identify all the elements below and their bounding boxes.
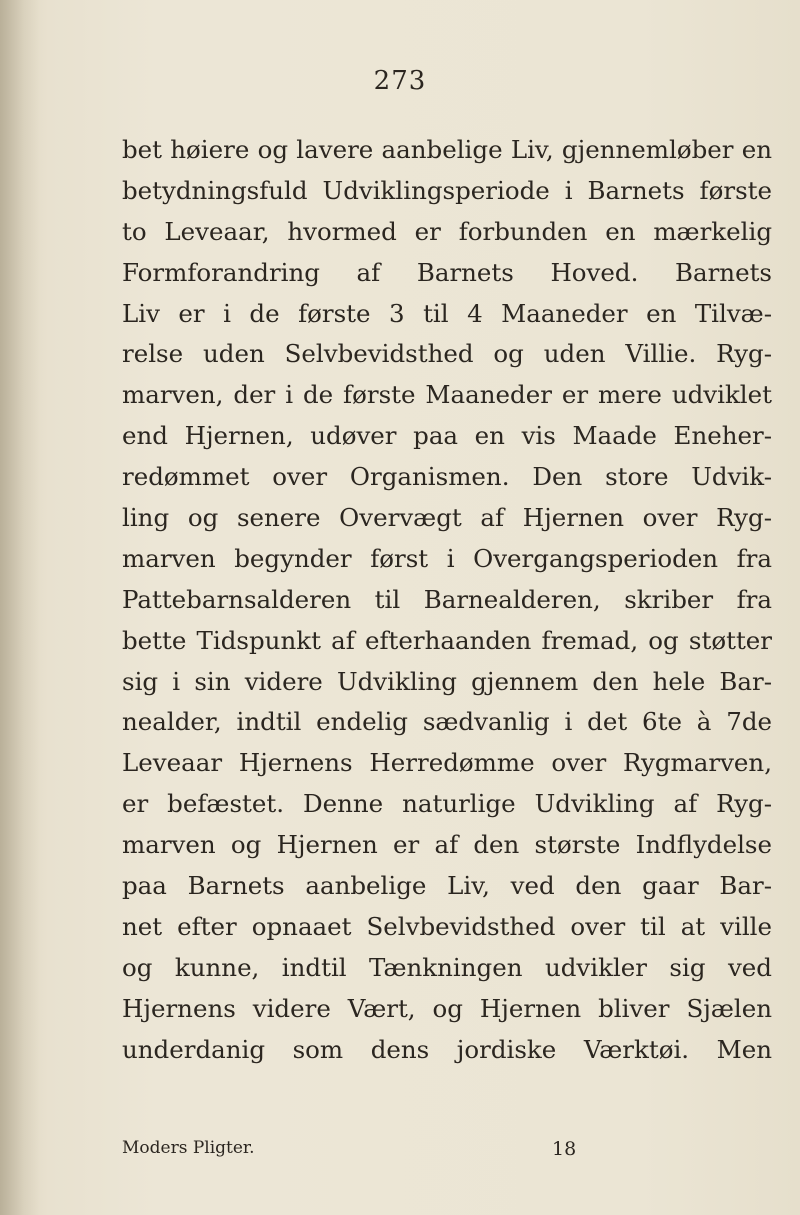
page-number: 273: [373, 66, 427, 96]
text-line: Pattebarnsalderen til Barnealderen, skriber fra: [122, 584, 772, 614]
text-line: paa Barnets aanbelige Liv, ved den gaar Bar-: [122, 871, 772, 901]
text-line: bette Tidspunkt af efterhaanden fremad, og støtter: [122, 625, 772, 655]
body-text: [122, 130, 772, 1070]
text-line: nealder, indtil endelig sædvanlig i det 6te à 7de: [122, 707, 772, 737]
text-line: bet høiere og lavere aanbelige Liv, gjennemløber en: [122, 135, 772, 164]
text-line: marven, der i de første Maaneder er mere udviklet: [122, 380, 772, 410]
text-line: Leveaar Hjernens Herredømme over Rygmarven,: [122, 748, 772, 778]
text-line: redømmet over Organismen. Den store Udvik-: [122, 462, 772, 492]
text-line: net efter opnaaet Selvbevidsthed over til at ville: [122, 911, 772, 941]
text-line: Hjernens videre Vært, og Hjernen bliver Sjælen: [122, 993, 772, 1023]
text-line: sig i sin videre Udvikling gjennem den hele Bar-: [122, 666, 772, 696]
text-line: to Leveaar, hvormed er forbunden en mærkelig: [122, 216, 772, 246]
text-line: betydningsfuld Udviklingsperiode i Barnets første: [122, 175, 772, 205]
text-line: end Hjernen, udøver paa en vis Maade Eneher-: [122, 421, 772, 451]
signature-mark: Moders Pligter.: [122, 1138, 255, 1158]
text-line: underdanig som dens jordiske Værktøi. Men: [122, 1034, 772, 1064]
text-line: Formforandring af Barnets Hoved. Barnets: [122, 257, 772, 287]
text-line: Liv er i de første 3 til 4 Maaneder en Tilvæ-: [122, 298, 772, 328]
spine-shadow: [0, 0, 40, 1215]
text-line: relse uden Selvbevidsthed og uden Villie. Ryg-: [122, 339, 772, 369]
text-line: ling og senere Overvægt af Hjernen over Ryg-: [122, 503, 772, 533]
text-line: er befæstet. Denne naturlige Udvikling af Ryg-: [122, 789, 772, 819]
text-line: marven begynder først i Overgangsperioden fra: [122, 543, 772, 573]
page-footer: [122, 1138, 772, 1166]
text-line: marven og Hjernen er af den største Indflydelse: [122, 830, 772, 860]
signature-number: 18: [552, 1138, 577, 1160]
text-line: og kunne, indtil Tænkningen udvikler sig ved: [122, 952, 772, 982]
